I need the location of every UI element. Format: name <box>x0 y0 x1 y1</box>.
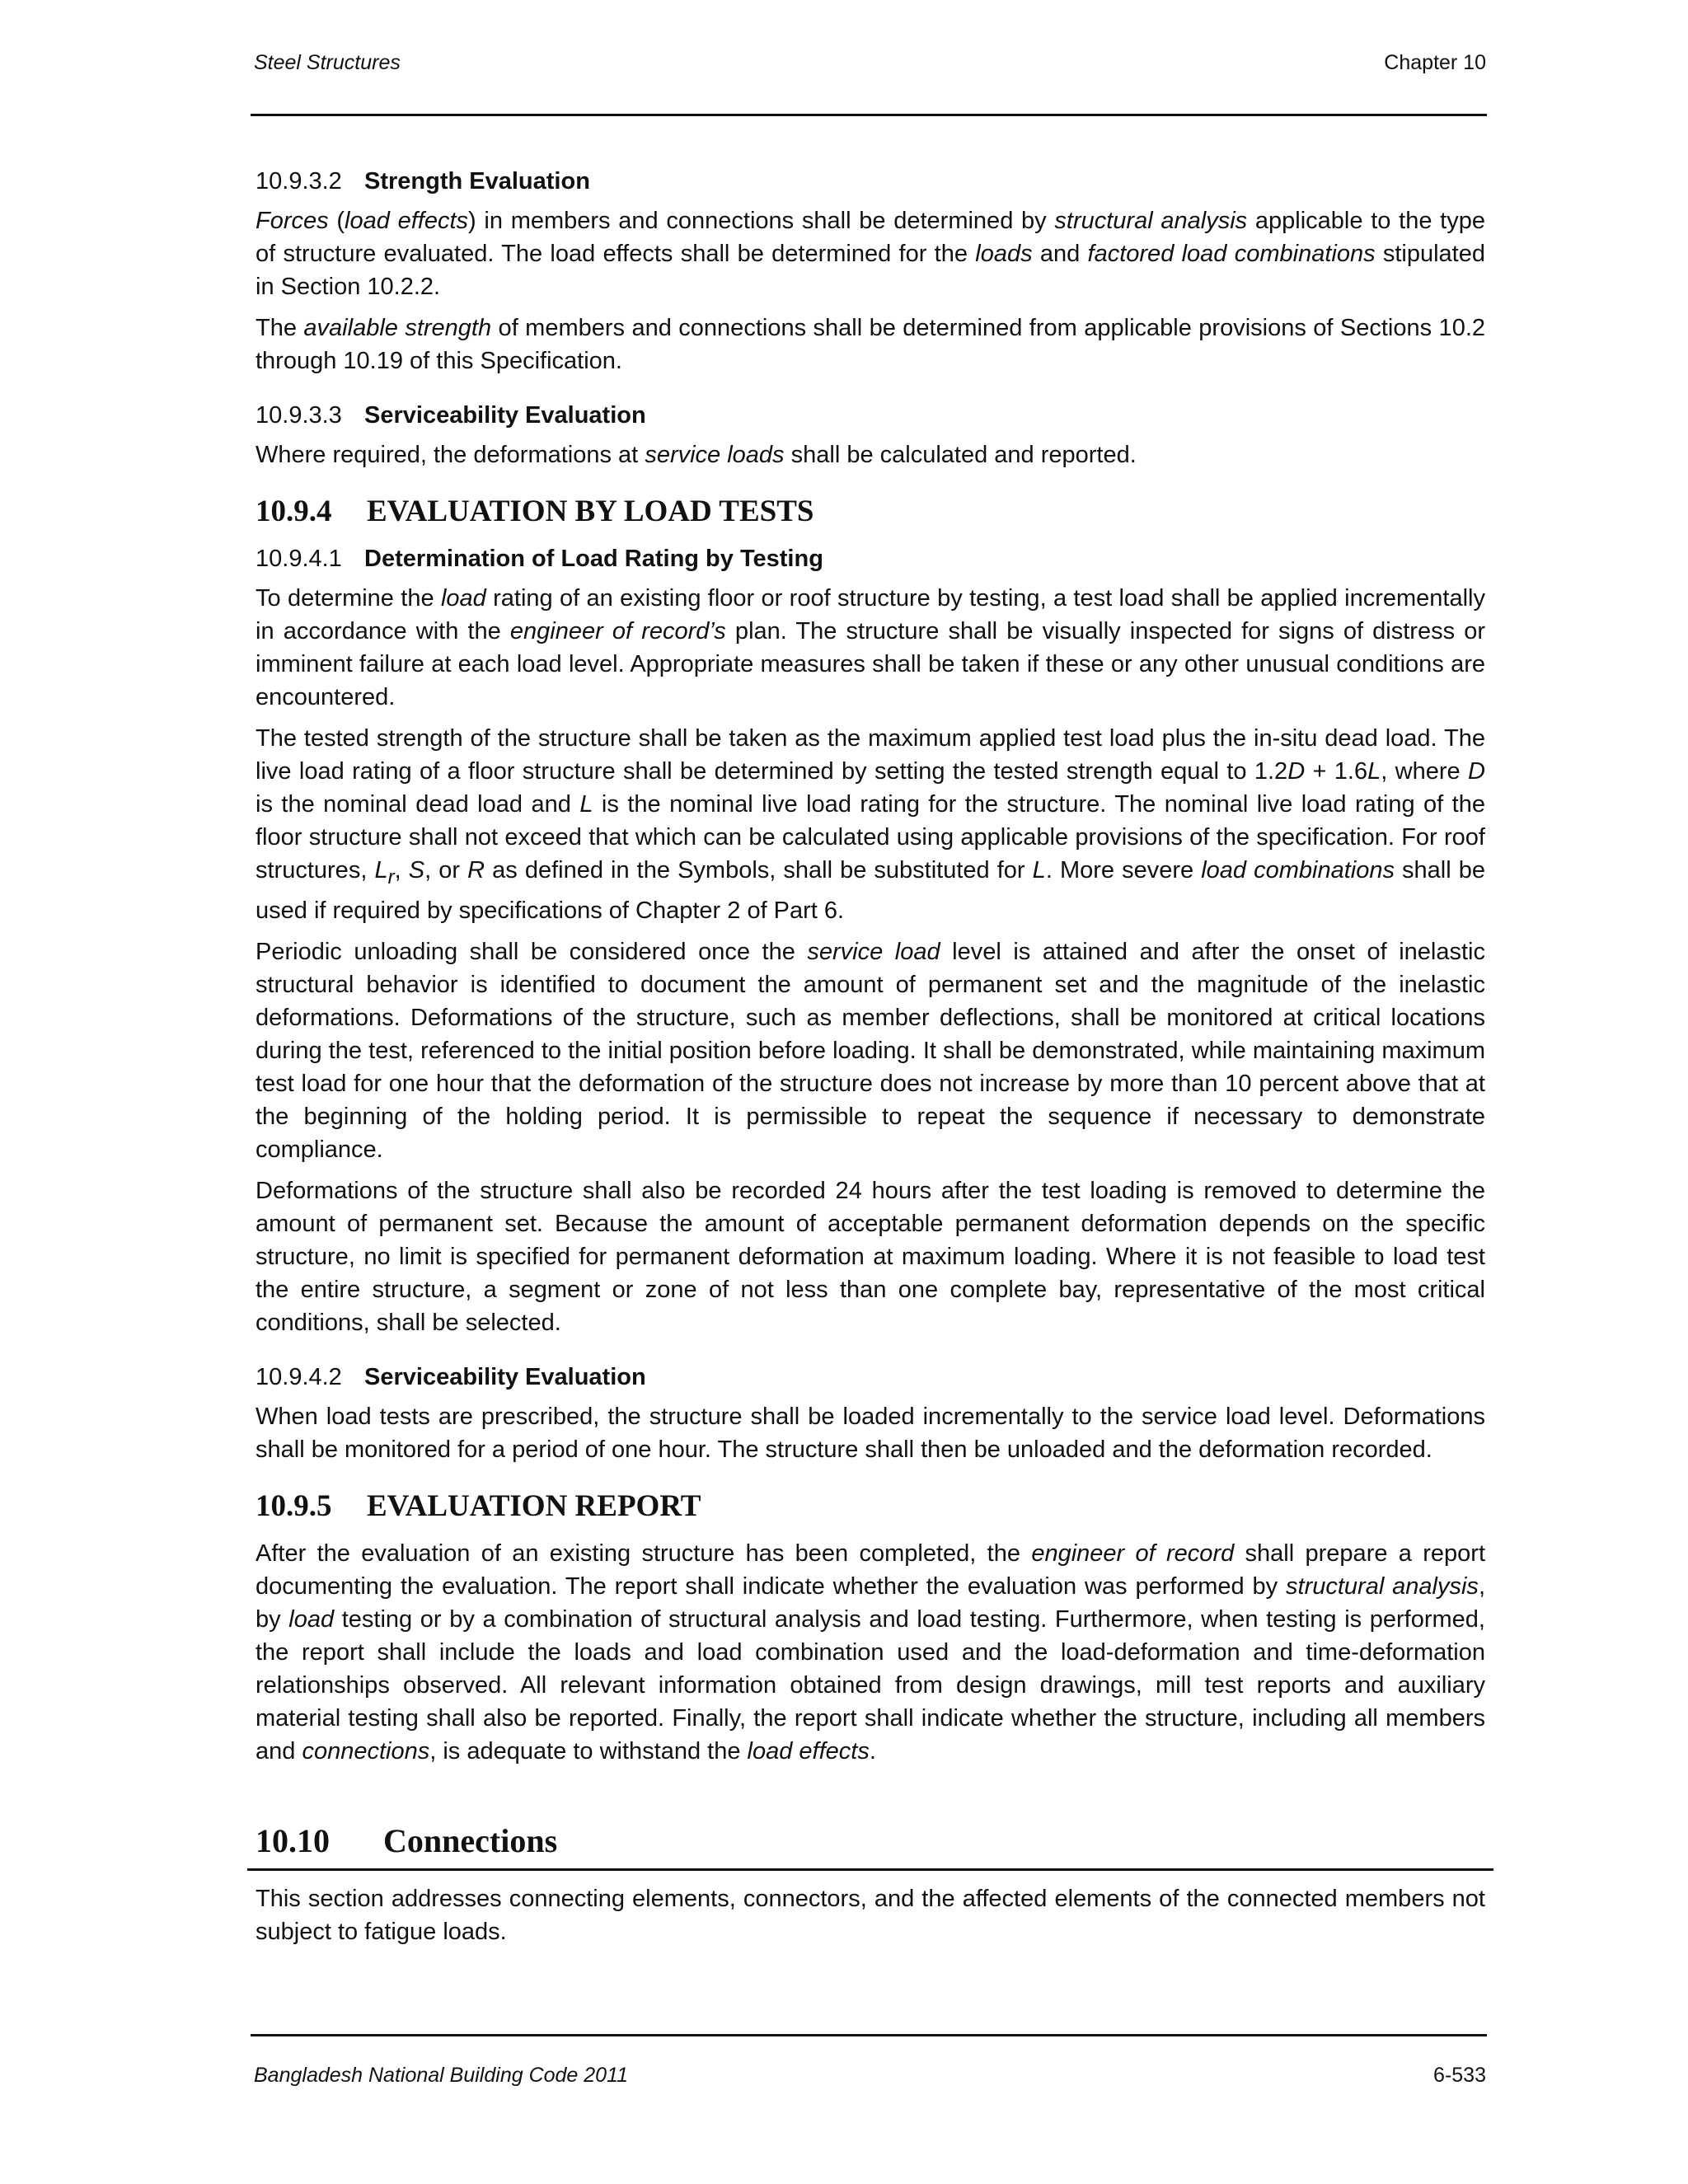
page-number: 6-533 <box>1433 2064 1486 2087</box>
section-title: EVALUATION BY LOAD TESTS <box>367 494 814 528</box>
subsection-title: Serviceability Evaluation <box>364 1363 646 1390</box>
paragraph: This section addresses connecting elements, connectors, and the affected elements of the connected members not subject to fatigue loads. <box>256 1885 1485 1945</box>
subsection-heading-10-9-4-2 <box>256 1361 1485 1394</box>
paragraph: Periodic unloading shall be considered once the service load level is attained and after the onset of inelastic structural behavior is identified to document the amount of permanent set and the magnitude of the inelastic deformations. Deformations of the structure, such as member deflections, shall be monitored at critical locations during the test, referenced to the initial position before loading. It shall be demonstrated, while maintaining maximum test load for one hour that the deformation of the structure does not increase by more than 10 percent above that at the beginning of the holding period. It is permissible to repeat the sequence if necessary to demonstrate compliance. <box>256 938 1485 1163</box>
paragraph: Where required, the deformations at service loads shall be calculated and reported. <box>256 442 1137 468</box>
section-number: 10.9.4 <box>256 494 332 528</box>
paragraph: To determine the load rating of an existing floor or roof structure by testing, a test load shall be applied incrementally in accordance with the engineer of record’s plan. The structure shall be visually inspected for signs of distress or imminent failure at each load level. Appropriate measures shall be taken if these or any other unusual conditions are encountered. <box>256 585 1485 710</box>
page-footer <box>254 2064 1486 2088</box>
subsection-title: Strength Evaluation <box>364 168 590 194</box>
section-number: 10.10 <box>256 1821 330 1859</box>
header-rule <box>251 114 1487 116</box>
subsection-number: 10.9.3.3 <box>256 402 342 429</box>
code-title: Bangladesh National Building Code 2011 <box>254 2064 629 2087</box>
paragraph: After the evaluation of an existing structure has been completed, the engineer of record shall prepare a report documenting the evaluation. The report shall indicate whether the evaluation was performed by structural analysis, by load testing or by a combination of structural analysis and load testing. Furthermore, when testing is performed, the report shall include the loads and load combination used and the load-deformation and time-deformation relationships observed. All relevant information obtained from design drawings, mill test reports and auxiliary material testing shall also be reported. Finally, the report shall indicate whether the structure, including all members and connections, is adequate to withstand the load effects. <box>256 1540 1485 1765</box>
section-heading-10-9-5 <box>256 1486 1485 1527</box>
running-title: Steel Structures <box>254 51 401 74</box>
chapter-label: Chapter 10 <box>1384 51 1486 74</box>
subsection-heading-10-9-3-3 <box>256 399 1485 432</box>
subsection-number: 10.9.4.2 <box>256 1363 342 1390</box>
section-title: Connections <box>383 1821 558 1859</box>
subsection-title: Serviceability Evaluation <box>364 402 646 429</box>
subsection-number: 10.9.4.1 <box>256 546 342 572</box>
section-rule <box>247 1868 1493 1871</box>
paragraph: The available strength of members and connections shall be determined from applicable provisions of Sections 10.2 through 10.19 of this Specification. <box>256 315 1486 374</box>
paragraph: When load tests are prescribed, the structure shall be loaded incrementally to the service load level. Deformations shall be monitored for a period of one hour. The structure shall then be unloaded and the deformation recorded. <box>256 1403 1485 1463</box>
paragraph: Forces (load effects) in members and connections shall be determined by structural analysis applicable to the type of structure evaluated. The load effects shall be determined for the loads and factored load combinations stipulated in Section 10.2.2. <box>256 208 1486 300</box>
section-title: EVALUATION REPORT <box>367 1488 701 1523</box>
section-number: 10.9.5 <box>256 1488 332 1523</box>
section-heading-10-10 <box>256 1821 1485 1862</box>
subsection-heading-10-9-4-1 <box>256 542 1485 575</box>
footer-rule <box>251 2034 1487 2036</box>
document-body <box>256 165 1485 1957</box>
subsection-heading-10-9-3-2 <box>256 165 1485 198</box>
section-heading-10-9-4 <box>256 491 1485 532</box>
paragraph: Deformations of the structure shall also be recorded 24 hours after the test loading is removed to determine the amount of permanent set. Because the amount of acceptable permanent deformation depends on the specific structure, no limit is specified for permanent deformation at maximum loading. Where it is not feasible to load test the entire structure, a segment or zone of not less than one complete bay, representative of the most critical conditions, shall be selected. <box>256 1177 1485 1336</box>
subsection-title: Determination of Load Rating by Testing <box>364 546 823 572</box>
page-header <box>254 51 1486 75</box>
subsection-number: 10.9.3.2 <box>256 168 342 194</box>
paragraph: The tested strength of the structure shall be taken as the maximum applied test load plus the in-situ dead load. The live load rating of a floor structure shall be determined by setting the tested strength equal to 1.2D + 1.6L, where D is the nominal dead load and L is the nominal live load rating for the structure. The nominal live load rating of the floor structure shall not exceed that which can be calculated using applicable provisions of the specification. For roof structures, $L_r$, S, or R as defined in the Symbols, shall be substituted for L. More severe load combinations shall be used if required by specifications of Chapter 2 of Part 6. <box>256 725 1486 924</box>
